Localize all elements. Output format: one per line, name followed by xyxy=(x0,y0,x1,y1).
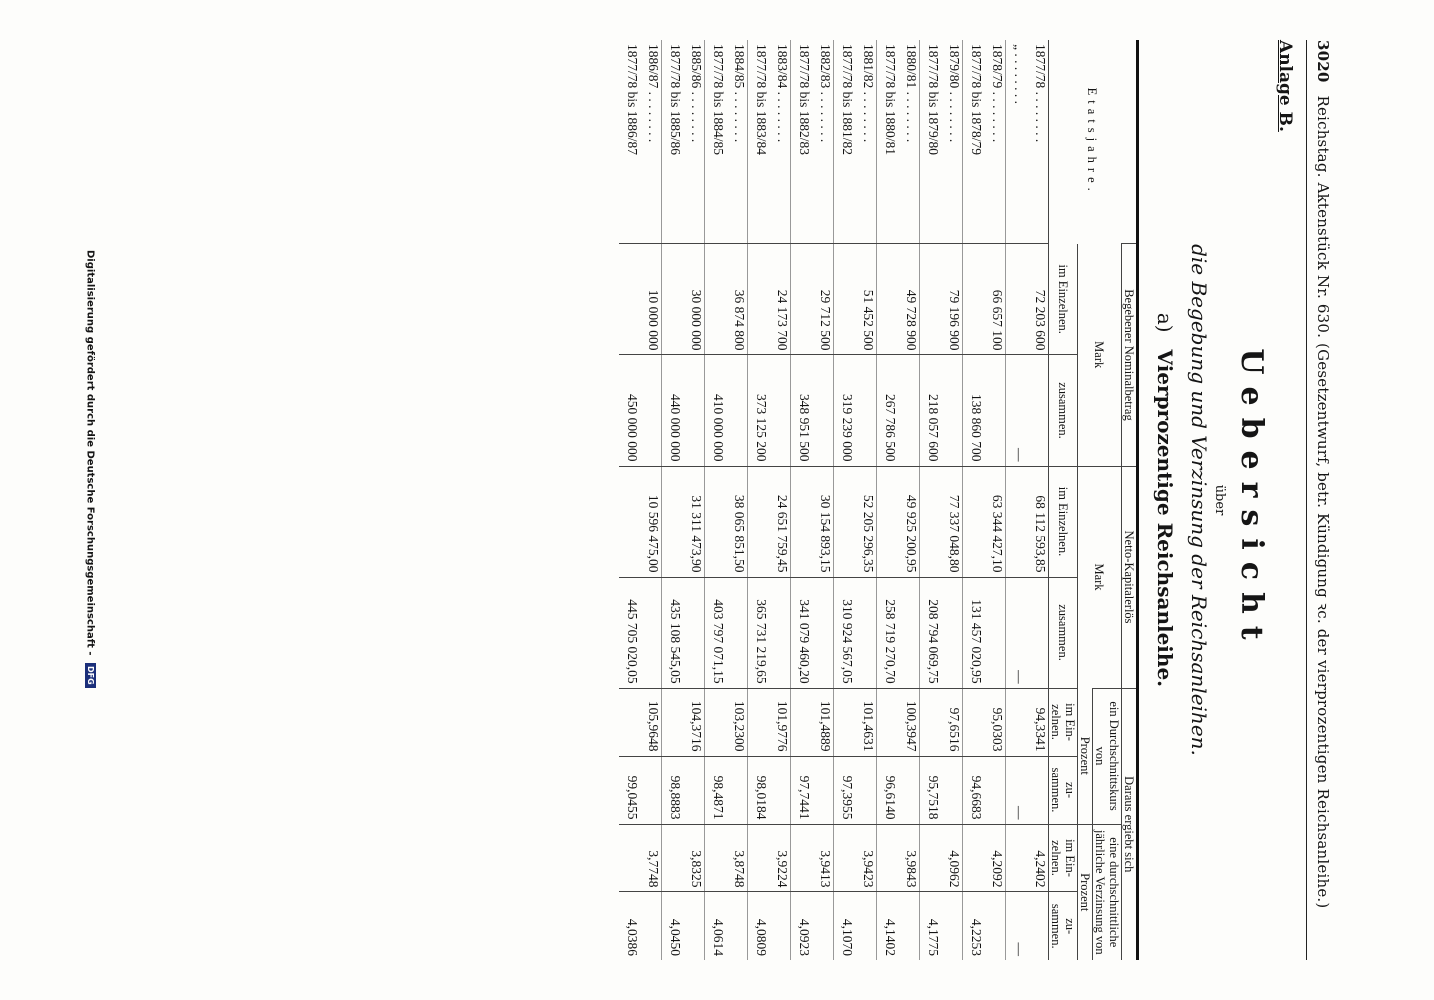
cell-course-single: 104,3716 xyxy=(683,688,705,756)
cell-int-single: 3,8748 xyxy=(726,824,748,892)
table-row xyxy=(1027,40,1049,960)
cell-year: 1877/78 bis 1884/85 xyxy=(711,44,726,156)
cell-year: 1882/83 . . . . . . . . xyxy=(812,40,834,244)
cell-net-single xyxy=(705,466,727,577)
cell-course-single: 101,4889 xyxy=(812,688,834,756)
cell-net-total: 403 797 071,15 xyxy=(705,577,727,688)
cell-course-total: 96,6140 xyxy=(877,756,899,824)
header-course: ein Durchschnittskurs von xyxy=(1093,688,1122,824)
cell-nom-single xyxy=(662,244,684,355)
cell-net-total: 131 457 020,95 xyxy=(963,577,985,688)
cell-net-total: 310 924 567,05 xyxy=(834,577,856,688)
subtitle: die Begebung und Verzinsung der Reichsanleihen. xyxy=(1187,244,1211,756)
cell-net-single: 10 596 475,00 xyxy=(640,466,662,577)
cell-net-total xyxy=(941,577,963,688)
cell-net-single xyxy=(748,466,770,577)
cell-int-total xyxy=(812,892,834,960)
cell-course-total: 98,8883 xyxy=(662,756,684,824)
cell-nom-total xyxy=(640,355,662,466)
cell-course-single xyxy=(963,688,985,756)
cell-nom-total: 373 125 200 xyxy=(748,355,770,466)
page-title: Uebersicht xyxy=(1234,348,1269,652)
cell-net-total: 435 108 545,05 xyxy=(662,577,684,688)
cell-int-single xyxy=(920,824,942,892)
digitization-text: Digitalisierung gefördert durch die Deutsche Forschungsgemeinschaft - xyxy=(85,250,96,656)
cell-course-single xyxy=(662,688,684,756)
cell-int-total xyxy=(640,892,662,960)
cell-net-single: 38 065 851,50 xyxy=(726,466,748,577)
cell-nom-single xyxy=(705,244,727,355)
cell-course-total: 95,7518 xyxy=(920,756,942,824)
appendix-label: Anlage B. xyxy=(1275,40,1295,132)
cell-course-single: 101,9776 xyxy=(769,688,791,756)
cell-nom-single xyxy=(748,244,770,355)
cell-net-single: 49 925 200,95 xyxy=(898,466,920,577)
cell-net-single xyxy=(920,466,942,577)
header-interest-percent: Prozent xyxy=(1078,824,1093,960)
cell-year: 1881/82 . . . . . . . . xyxy=(855,40,877,244)
cell-int-single xyxy=(662,824,684,892)
table-row xyxy=(1006,40,1028,960)
cell-int-total: 4,0386 xyxy=(619,892,640,960)
cell-net-single: 77 337 048,80 xyxy=(941,466,963,577)
cell-net-single: 68 112 593,85 xyxy=(1027,466,1049,577)
header-course-total: zu-sammen. xyxy=(1049,756,1078,824)
header-interest: eine durchschnittliche jährliche Verzinsung von xyxy=(1093,824,1122,960)
cell-nom-total: — xyxy=(1006,355,1028,466)
cell-nom-total xyxy=(726,355,748,466)
running-header xyxy=(1306,40,1333,960)
cell-year: 1877/78 bis 1879/80 xyxy=(926,44,941,156)
cell-course-single xyxy=(877,688,899,756)
header-int-total: zu-sammen. xyxy=(1049,892,1078,960)
cell-year: 1877/78 bis 1883/84 xyxy=(754,44,769,156)
cell-course-total: 97,7441 xyxy=(791,756,813,824)
cell-course-single: 105,9648 xyxy=(640,688,662,756)
cell-net-total: 341 079 460,20 xyxy=(791,577,813,688)
cell-course-total xyxy=(941,756,963,824)
table-row xyxy=(619,40,640,960)
cell-int-single: 4,2092 xyxy=(984,824,1006,892)
cell-year: 1880/81 . . . . . . . . xyxy=(898,40,920,244)
cell-int-total: 4,0614 xyxy=(705,892,727,960)
cell-net-total: — xyxy=(1006,577,1028,688)
cell-nom-single: 29 712 500 xyxy=(812,244,834,355)
cell-nom-single: 24 173 700 xyxy=(769,244,791,355)
cell-nom-total xyxy=(941,355,963,466)
table-row xyxy=(984,40,1006,960)
cell-course-total: 98,4871 xyxy=(705,756,727,824)
table-row xyxy=(726,40,748,960)
cell-course-total xyxy=(855,756,877,824)
header-netto-mark: Mark xyxy=(1078,466,1122,688)
table-row xyxy=(662,40,684,960)
table-row xyxy=(812,40,834,960)
cell-nom-single: 51 452 500 xyxy=(855,244,877,355)
cell-year: 1885/86 . . . . . . . . xyxy=(683,40,705,244)
header-nominal: Begebener Nominalbetrag xyxy=(1122,244,1138,466)
cell-net-total: 208 794 069,75 xyxy=(920,577,942,688)
document-page xyxy=(67,10,1367,990)
cell-nom-single xyxy=(834,244,856,355)
cell-net-total xyxy=(769,577,791,688)
cell-int-total: — xyxy=(1006,892,1028,960)
cell-net-total xyxy=(812,577,834,688)
cell-int-single: 4,2402 xyxy=(1027,824,1049,892)
cell-course-single xyxy=(619,688,640,756)
section-title: Vierprozentige Reichsanleihe. xyxy=(1153,349,1177,688)
header-net-total: zusammen. xyxy=(1049,577,1078,688)
table-row xyxy=(920,40,942,960)
cell-course-total xyxy=(683,756,705,824)
table-row xyxy=(963,40,985,960)
cell-course-total xyxy=(984,756,1006,824)
header-netto: Netto-Kapitalerlös xyxy=(1122,466,1138,688)
cell-nom-total: 267 786 500 xyxy=(877,355,899,466)
cell-nom-single xyxy=(791,244,813,355)
cell-nom-total: 319 239 000 xyxy=(834,355,856,466)
cell-int-single xyxy=(963,824,985,892)
header-result: Daraus ergiebt sich xyxy=(1122,688,1138,960)
cell-course-total xyxy=(769,756,791,824)
cell-int-total xyxy=(941,892,963,960)
cell-year: 1877/78 bis 1878/79 xyxy=(969,44,984,156)
cell-nom-single xyxy=(1006,244,1028,355)
cell-int-total: 4,1775 xyxy=(920,892,942,960)
loan-table xyxy=(619,40,1139,960)
cell-net-single: 63 344 427,10 xyxy=(984,466,1006,577)
cell-int-single xyxy=(791,824,813,892)
section-label: a) xyxy=(1153,312,1177,333)
cell-nom-total xyxy=(683,355,705,466)
header-nominal-mark: Mark xyxy=(1078,244,1122,466)
cell-net-total: 365 731 219,65 xyxy=(748,577,770,688)
cell-course-total xyxy=(812,756,834,824)
cell-int-total: 4,0923 xyxy=(791,892,813,960)
table-row xyxy=(769,40,791,960)
table-row xyxy=(683,40,705,960)
cell-nom-single xyxy=(619,244,640,355)
cell-int-single xyxy=(834,824,856,892)
cell-year: 1886/87 . . . . . . . . xyxy=(640,40,662,244)
cell-int-single xyxy=(877,824,899,892)
cell-int-total xyxy=(855,892,877,960)
cell-net-single xyxy=(877,466,899,577)
cell-int-single: 4,0962 xyxy=(941,824,963,892)
cell-course-total: 97,3955 xyxy=(834,756,856,824)
cell-net-single xyxy=(963,466,985,577)
cell-net-total: 445 705 020,05 xyxy=(619,577,640,688)
cell-nom-total xyxy=(984,355,1006,466)
table-row xyxy=(898,40,920,960)
header-int-single: im Ein-zelnen. xyxy=(1049,824,1078,892)
table-row xyxy=(748,40,770,960)
cell-nom-total xyxy=(769,355,791,466)
cell-course-total: 99,0455 xyxy=(619,756,640,824)
cell-net-total xyxy=(683,577,705,688)
table-row xyxy=(877,40,899,960)
cell-course-total: 98,0184 xyxy=(748,756,770,824)
header-year: Etatsjahre. xyxy=(1049,40,1138,244)
cell-year: 1877/78 bis 1881/82 xyxy=(840,44,855,156)
cell-int-total xyxy=(726,892,748,960)
cell-year: 1878/79 . . . . . . . . xyxy=(984,40,1006,244)
cell-year: 1877/78 bis 1885/86 xyxy=(668,44,683,156)
cell-nom-total: 218 057 600 xyxy=(920,355,942,466)
header-net-single: im Einzelnen. xyxy=(1049,466,1078,577)
cell-net-single: 31 311 473,90 xyxy=(683,466,705,577)
cell-year: 1884/85 . . . . . . . . xyxy=(726,40,748,244)
cell-int-total: 4,0809 xyxy=(748,892,770,960)
cell-year: „ . . . . . . . . xyxy=(1012,44,1027,104)
cell-course-single xyxy=(748,688,770,756)
header-nom-total: zusammen. xyxy=(1049,355,1078,466)
cell-course-total xyxy=(726,756,748,824)
cell-net-single xyxy=(619,466,640,577)
cell-nom-total: 138 860 700 xyxy=(963,355,985,466)
cell-year: 1877/78 bis 1880/81 xyxy=(883,44,898,156)
cell-course-total: 94,6683 xyxy=(963,756,985,824)
cell-course-total xyxy=(640,756,662,824)
cell-nom-total: 450 000 000 xyxy=(619,355,640,466)
cell-year: 1877/78 . . . . . . . . xyxy=(1027,40,1049,244)
cell-nom-single xyxy=(920,244,942,355)
cell-nom-single: 49 728 900 xyxy=(898,244,920,355)
running-header-text: Reichstag. Aktenstück Nr. 630. (Gesetzentwurf, betr. Kündigung ꝛc. der vierprozentigen Reichsanleihe.) xyxy=(1314,95,1332,909)
header-nom-single: im Einzelnen. xyxy=(1049,244,1078,355)
cell-int-total: 4,0450 xyxy=(662,892,684,960)
cell-int-single xyxy=(1006,824,1028,892)
table-body xyxy=(619,40,1049,960)
cell-int-total xyxy=(1027,892,1049,960)
cell-nom-single: 36 874 800 xyxy=(726,244,748,355)
cell-int-single xyxy=(705,824,727,892)
cell-net-single: 30 154 893,15 xyxy=(812,466,834,577)
page-number: 3020 xyxy=(1314,40,1332,83)
cell-nom-single: 10 000 000 xyxy=(640,244,662,355)
digitization-note xyxy=(85,10,97,990)
cell-net-total xyxy=(726,577,748,688)
cell-nom-single: 72 203 600 xyxy=(1027,244,1049,355)
table-row xyxy=(941,40,963,960)
cell-course-single: 97,6516 xyxy=(941,688,963,756)
cell-nom-total xyxy=(812,355,834,466)
cell-nom-single: 30 000 000 xyxy=(683,244,705,355)
table-row xyxy=(705,40,727,960)
cell-course-single: 100,3947 xyxy=(898,688,920,756)
cell-net-single: 52 205 296,35 xyxy=(855,466,877,577)
cell-net-single: 24 651 759,45 xyxy=(769,466,791,577)
dfg-logo: DFG xyxy=(86,663,97,688)
cell-int-total xyxy=(683,892,705,960)
cell-course-single: 94,3341 xyxy=(1027,688,1049,756)
cell-nom-single xyxy=(963,244,985,355)
cell-net-single xyxy=(791,466,813,577)
cell-net-total xyxy=(640,577,662,688)
cell-course-total: — xyxy=(1006,756,1028,824)
table-row xyxy=(855,40,877,960)
cell-course-single xyxy=(791,688,813,756)
header-course-single: im Ein-zelnen. xyxy=(1049,688,1078,756)
cell-nom-total xyxy=(898,355,920,466)
cell-net-total xyxy=(984,577,1006,688)
cell-course-single xyxy=(834,688,856,756)
table-row xyxy=(791,40,813,960)
cell-int-total xyxy=(898,892,920,960)
cell-net-single xyxy=(662,466,684,577)
cell-course-single: 95,0303 xyxy=(984,688,1006,756)
table-row xyxy=(640,40,662,960)
cell-int-single xyxy=(748,824,770,892)
cell-course-total xyxy=(1027,756,1049,824)
subtitle-small: über xyxy=(1212,484,1227,516)
cell-int-total xyxy=(769,892,791,960)
table-row xyxy=(834,40,856,960)
cell-int-total: 4,1402 xyxy=(877,892,899,960)
cell-nom-total: 348 951 500 xyxy=(791,355,813,466)
header-course-percent: Prozent xyxy=(1078,688,1093,824)
cell-int-single: 3,9224 xyxy=(769,824,791,892)
cell-net-single xyxy=(834,466,856,577)
cell-nom-total xyxy=(1027,355,1049,466)
cell-year: 1877/78 bis 1886/87 xyxy=(625,44,640,156)
cell-nom-total: 440 000 000 xyxy=(662,355,684,466)
cell-nom-single: 66 657 100 xyxy=(984,244,1006,355)
cell-year: 1877/78 bis 1882/83 xyxy=(797,44,812,156)
cell-net-total xyxy=(855,577,877,688)
cell-year: 1879/80 . . . . . . . . xyxy=(941,40,963,244)
cell-int-total: 4,1070 xyxy=(834,892,856,960)
cell-net-single xyxy=(1006,466,1028,577)
cell-int-total: 4,2253 xyxy=(963,892,985,960)
section-heading xyxy=(1153,10,1177,990)
cell-int-single: 3,8325 xyxy=(683,824,705,892)
cell-course-total xyxy=(898,756,920,824)
cell-net-total: 258 719 270,70 xyxy=(877,577,899,688)
cell-int-single: 3,9423 xyxy=(855,824,877,892)
cell-course-single xyxy=(920,688,942,756)
cell-nom-single: 79 196 900 xyxy=(941,244,963,355)
cell-course-single xyxy=(1006,688,1028,756)
cell-course-single: 101,4631 xyxy=(855,688,877,756)
cell-int-single: 3,9413 xyxy=(812,824,834,892)
cell-int-single xyxy=(619,824,640,892)
cell-year: 1883/84 . . . . . . . . xyxy=(769,40,791,244)
cell-nom-total xyxy=(855,355,877,466)
cell-int-single: 3,9843 xyxy=(898,824,920,892)
cell-course-single: 103,2300 xyxy=(726,688,748,756)
cell-int-single: 3,7748 xyxy=(640,824,662,892)
cell-int-total xyxy=(984,892,1006,960)
cell-net-total xyxy=(1027,577,1049,688)
cell-nom-total: 410 000 000 xyxy=(705,355,727,466)
cell-net-total xyxy=(898,577,920,688)
cell-nom-single xyxy=(877,244,899,355)
cell-course-single xyxy=(705,688,727,756)
